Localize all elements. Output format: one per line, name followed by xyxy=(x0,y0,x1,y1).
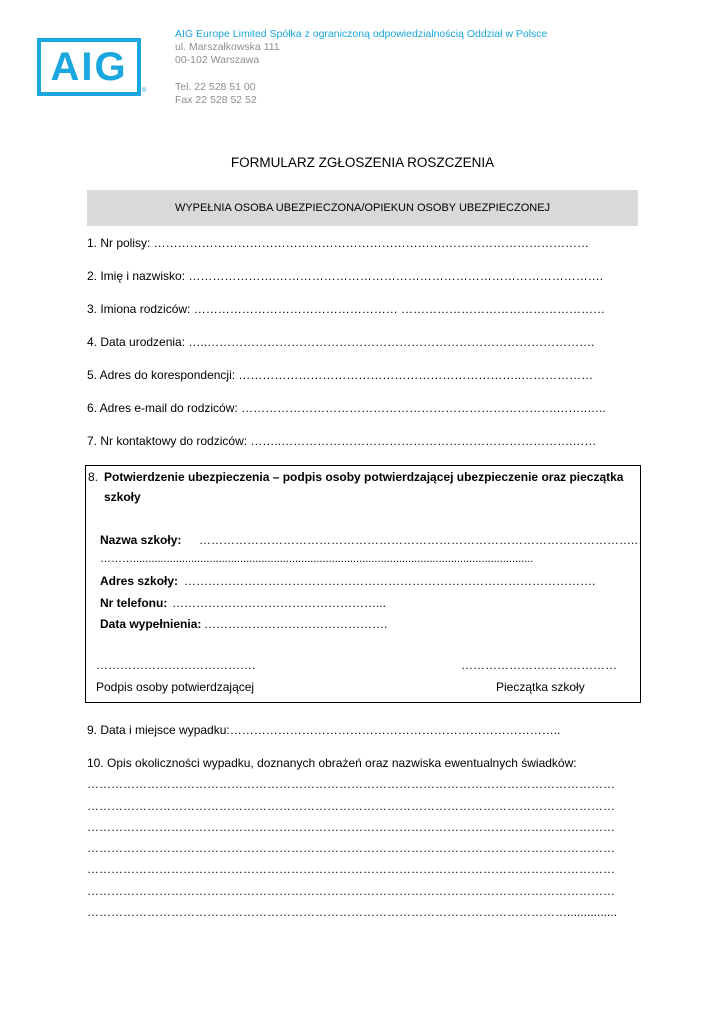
signature-dots: …………………………………. xyxy=(96,658,256,672)
phone-dots: ……………………………………………... xyxy=(172,596,387,610)
aig-logo xyxy=(37,38,141,96)
stamp-label: Pieczątka szkoły xyxy=(496,680,585,694)
field-birth-date: 4. Data urodzenia: …..……………………………………………………………………………………. xyxy=(87,335,595,349)
box-number: 8. xyxy=(88,470,99,484)
field-accident-date-place: 9. Data i miejsce wypadku:……………………………………………………………………….. xyxy=(87,723,561,737)
signature-label: Podpis osoby potwierdzającej xyxy=(96,680,255,694)
school-address-dots: …………………………………………………………………………………………. xyxy=(184,574,596,588)
field-accident-description: 10. Opis okoliczności wypadku, doznanych obrażeń oraz nazwiska ewentualnych świadków: xyxy=(87,756,577,770)
description-line: …………………………………………………………………………………………………………………… xyxy=(87,799,615,813)
fill-date-label: Data wypełnienia: xyxy=(100,617,202,631)
address-city: 00-102 Warszawa xyxy=(175,54,260,66)
description-line: …………………………………………………………………………………………………………............... xyxy=(87,905,618,919)
box-heading: Potwierdzenie ubezpieczenia – podpis osoby potwierdzającej ubezpieczenie oraz pieczątka xyxy=(104,470,624,484)
description-line: …………………………………………………………………………………………………………………… xyxy=(87,841,615,855)
field-parents-email: 6. Adres e-mail do rodziców: …………………………………………………………………….……..….. xyxy=(87,401,606,415)
instruction-band xyxy=(87,190,638,226)
instruction-text: WYPEŁNIA OSOBA UBEZPIECZONA/OPIEKUN OSOBY UBEZPIECZONEJ xyxy=(174,202,551,214)
field-address: 5. Adres do korespondencji: ……………………………………………………………..……………… xyxy=(87,368,594,382)
description-line: …………………………………………………………………………………………………………………… xyxy=(87,777,615,791)
stamp-dots: ………………………………… xyxy=(461,658,617,672)
school-name-dots-2: ………................................................................................................................................... xyxy=(100,553,534,565)
form-title: FORMULARZ ZGŁOSZENIA ROSZCZENIA xyxy=(230,155,495,170)
registered-mark: ® xyxy=(142,88,147,94)
description-line: …………………………………………………………………………………………………………………… xyxy=(87,884,615,898)
address-street: ul. Marszałkowska 111 xyxy=(175,41,280,53)
school-address-label: Adres szkoły: xyxy=(100,574,179,588)
description-line: …………………………………………………………………………………………………………………… xyxy=(87,862,615,876)
box-heading-cont: szkoły xyxy=(104,490,141,504)
school-name-dots: ……………………………………………………………………………………………….. xyxy=(199,533,638,547)
description-line: …………………………………………………………………………………………………………………… xyxy=(87,820,615,834)
fax: Fax 22 528 52 52 xyxy=(175,94,257,106)
school-name-label: Nazwa szkoły: xyxy=(100,533,182,547)
phone-label: Nr telefonu: xyxy=(100,596,168,610)
field-parents-names: 3. Imiona rodziców: …………………………………………… …………………………………………… xyxy=(87,302,606,316)
logo-text: AIG xyxy=(50,45,128,89)
fill-date-dots: ………………………………………. xyxy=(204,617,388,631)
phone: Tel. 22 528 51 00 xyxy=(175,81,256,93)
field-name: 2. Imię i nazwisko: ………………….………………………………………………………………………. xyxy=(87,269,604,283)
company-name: AIG Europe Limited Spółka z ograniczoną odpowiedzialnością Oddział w Polsce xyxy=(175,28,548,40)
field-policy-number: 1. Nr polisy: ……………………………………………………………….……………………………… xyxy=(87,236,590,250)
field-parents-phone: 7. Nr kontaktowy do rodziców: ……..……………………………………………………………….…… xyxy=(87,434,597,448)
